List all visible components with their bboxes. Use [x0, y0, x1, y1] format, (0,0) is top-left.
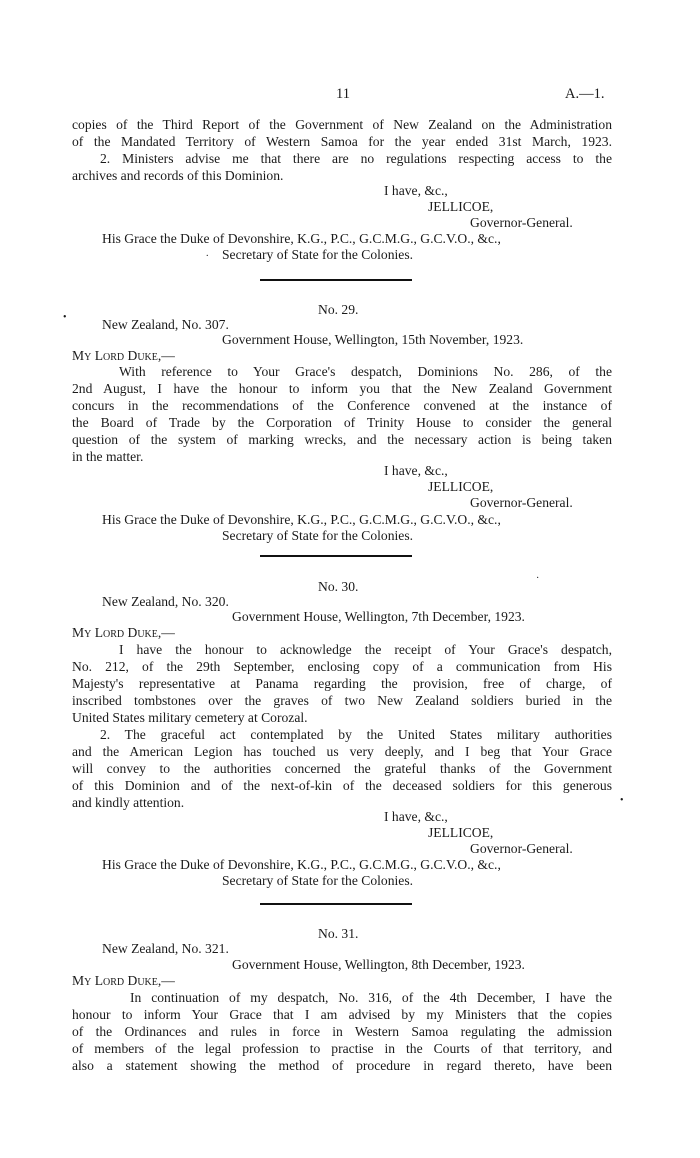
signatory-title: Governor-General. [470, 215, 573, 230]
body-line: of members of the legal profession to practise in the Courts of that territory, and [72, 1041, 612, 1056]
closing: I have, &c., [384, 183, 448, 198]
body-line: and the American Legion has touched us very deeply, and I beg that Your Grace [72, 744, 612, 759]
intro-line: archives and records of this Dominion. [72, 168, 284, 183]
print-speck: • [620, 795, 624, 806]
body-line: Majesty's representative at Panama regarding the provision, free of charge, of [72, 676, 612, 691]
place-date: Government House, Wellington, 15th November, 1923. [222, 332, 524, 347]
page-number: 11 [336, 86, 350, 102]
section-divider [260, 903, 412, 905]
body-line: 2nd August, I have the honour to inform you that the New Zealand Government [72, 381, 612, 396]
place-date: Government House, Wellington, 7th December, 1923. [232, 609, 525, 624]
section-divider [260, 279, 412, 281]
despatch-reference: New Zealand, No. 321. [102, 941, 229, 956]
body-line: and kindly attention. [72, 795, 185, 810]
despatch-reference: New Zealand, No. 320. [102, 594, 229, 609]
salutation: My Lord Duke,— [72, 348, 175, 363]
signature: JELLICOE, [428, 479, 494, 494]
closing: I have, &c., [384, 463, 448, 478]
body-line: concurs in the recommendations of the Conference convened at the instance of [72, 398, 612, 413]
addressee: His Grace the Duke of Devonshire, K.G., P.C., G.C.M.G., G.C.V.O., &c., [102, 857, 501, 872]
body-line: of the Ordinances and rules in force in Western Samoa regulating the admission [72, 1024, 612, 1039]
body-line: No. 212, of the 29th September, enclosing copy of a communication from His [72, 659, 612, 674]
place-date: Government House, Wellington, 8th December, 1923. [232, 957, 525, 972]
intro-line: 2. Ministers advise me that there are no regulations respecting access to the [100, 151, 612, 166]
body-line: In continuation of my despatch, No. 316, of the 4th December, I have the [130, 990, 612, 1005]
body-line: will convey to the authorities concerned the grateful thanks of the Government [72, 761, 612, 776]
body-line: also a statement showing the method of procedure in regard thereto, have been [72, 1058, 612, 1073]
intro-line: of the Mandated Territory of Western Samoa for the year ended 31st March, 1923. [72, 134, 612, 149]
addressee: His Grace the Duke of Devonshire, K.G., P.C., G.C.M.G., G.C.V.O., &c., [102, 512, 501, 527]
addressee-role: Secretary of State for the Colonies. [222, 873, 414, 888]
body-line: honour to inform Your Grace that I am advised by my Ministers that the copies [72, 1007, 612, 1022]
signature: JELLICOE, [428, 825, 494, 840]
body-line: of this Dominion and of the next-of-kin of the deceased soldiers for this generous [72, 778, 612, 793]
addressee-role: Secretary of State for the Colonies. [222, 528, 414, 543]
despatch-number: No. 31. [318, 926, 359, 941]
addressee-role: Secretary of State for the Colonies. [222, 247, 414, 262]
section-divider [260, 555, 412, 557]
body-line: United States military cemetery at Corozal. [72, 710, 308, 725]
salutation: My Lord Duke,— [72, 973, 175, 988]
body-line: in the matter. [72, 449, 144, 464]
document-reference: A.—1. [565, 86, 605, 102]
closing: I have, &c., [384, 809, 448, 824]
body-line: inscribed tombstones over the graves of two New Zealand soldiers buried in the [72, 693, 612, 708]
despatch-number: No. 30. [318, 579, 359, 594]
signatory-title: Governor-General. [470, 841, 573, 856]
print-speck: • [63, 312, 67, 323]
body-line: the Board of Trade by the Corporation of Trinity House to consider the general [72, 415, 612, 430]
salutation: My Lord Duke,— [72, 625, 175, 640]
despatch-number: No. 29. [318, 302, 359, 317]
body-line: With reference to Your Grace's despatch, Dominions No. 286, of the [119, 364, 612, 379]
signature: JELLICOE, [428, 199, 494, 214]
print-speck: · [536, 573, 540, 584]
intro-line: copies of the Third Report of the Government of New Zealand on the Administration [72, 117, 612, 132]
body-line: I have the honour to acknowledge the receipt of Your Grace's despatch, [119, 642, 612, 657]
despatch-reference: New Zealand, No. 307. [102, 317, 229, 332]
body-line: 2. The graceful act contemplated by the United States military authorities [100, 727, 612, 742]
signatory-title: Governor-General. [470, 495, 573, 510]
print-speck: . [206, 248, 209, 259]
addressee: His Grace the Duke of Devonshire, K.G., P.C., G.C.M.G., G.C.V.O., &c., [102, 231, 501, 246]
body-line: question of the system of marking wrecks, and the necessary action is being taken [72, 432, 612, 447]
